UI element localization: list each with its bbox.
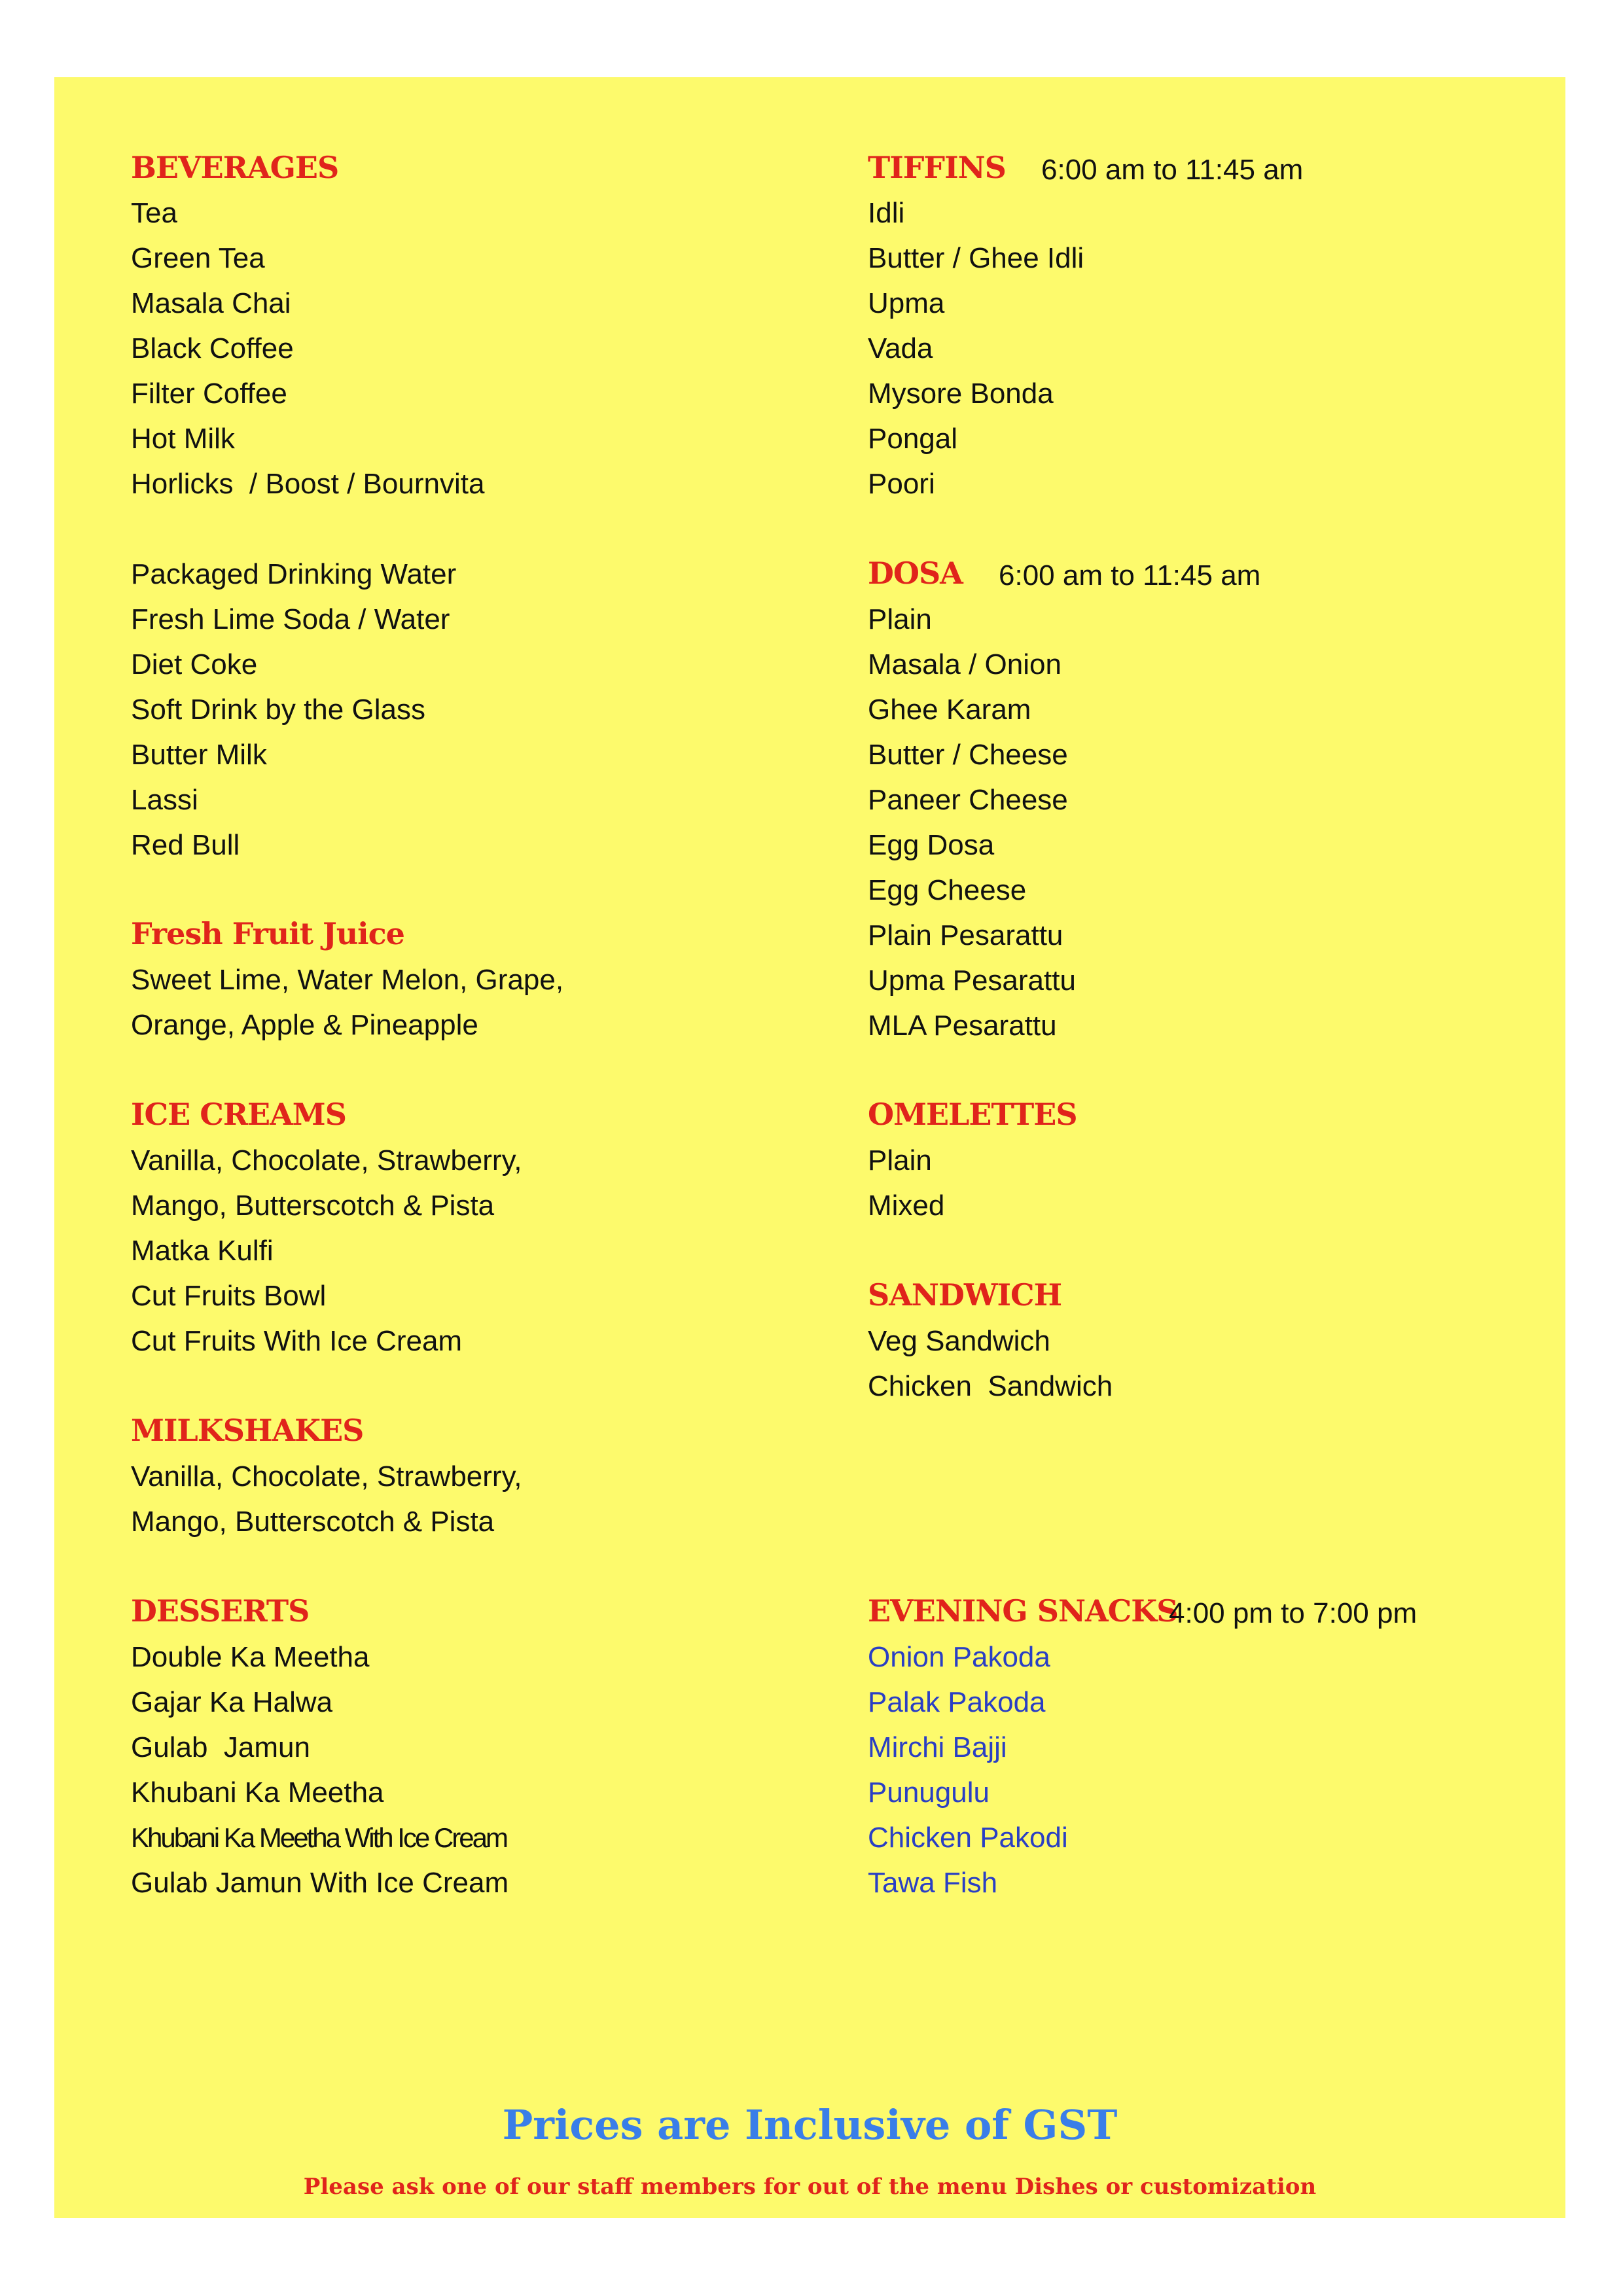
menu-item: Plain bbox=[868, 1144, 932, 1176]
menu-item: Chicken Pakodi bbox=[868, 1822, 1068, 1854]
menu-item: Orange, Apple & Pineapple bbox=[131, 1009, 478, 1041]
ice-creams-heading: ICE CREAMS bbox=[131, 1097, 346, 1132]
beverages-heading: BEVERAGES bbox=[131, 150, 339, 185]
gst-notice: Prices are Inclusive of GST bbox=[502, 2101, 1118, 2149]
menu-item: Red Bull bbox=[131, 829, 240, 861]
menu-item: Vanilla, Chocolate, Strawberry, bbox=[131, 1144, 522, 1176]
menu-item: Horlicks / Boost / Bournvita bbox=[131, 468, 485, 500]
menu-item: Fresh Lime Soda / Water bbox=[131, 603, 450, 635]
dosa-hours: 6:00 am to 11:45 am bbox=[999, 559, 1261, 592]
tiffins-hours: 6:00 am to 11:45 am bbox=[1041, 154, 1304, 186]
menu-item: Butter / Cheese bbox=[868, 739, 1068, 771]
menu-item: Green Tea bbox=[131, 242, 265, 274]
evening-snacks-hours: 4:00 pm to 7:00 pm bbox=[1169, 1597, 1418, 1629]
menu-item: Cut Fruits With Ice Cream bbox=[131, 1325, 463, 1357]
menu-item: Onion Pakoda bbox=[868, 1641, 1050, 1673]
menu-item: Idli bbox=[868, 197, 905, 229]
menu-item: Matka Kulfi bbox=[131, 1235, 274, 1267]
menu-item: Tea bbox=[131, 197, 177, 229]
menu-item: Pongal bbox=[868, 423, 958, 455]
menu-item: Masala Chai bbox=[131, 287, 291, 319]
evening-snacks-heading: EVENING SNACKS bbox=[868, 1593, 1178, 1629]
menu-item: Upma Pesarattu bbox=[868, 964, 1076, 997]
desserts-heading: DESSERTS bbox=[131, 1593, 310, 1629]
menu-item: Double Ka Meetha bbox=[131, 1641, 370, 1673]
menu-item: Gulab Jamun With Ice Cream bbox=[131, 1867, 509, 1899]
menu-item: Paneer Cheese bbox=[868, 784, 1068, 816]
menu-item: Sweet Lime, Water Melon, Grape, bbox=[131, 964, 564, 996]
menu-item: Mixed bbox=[868, 1190, 945, 1222]
menu-item: Plain bbox=[868, 603, 932, 635]
menu-item: Mango, Butterscotch & Pista bbox=[131, 1190, 495, 1222]
menu-item: Mirchi Bajji bbox=[868, 1731, 1007, 1763]
omelettes-heading: OMELETTES bbox=[868, 1097, 1077, 1132]
staff-note: Please ask one of our staff members for out of the menu Dishes or customization bbox=[303, 2174, 1317, 2200]
dosa-heading: DOSA bbox=[868, 556, 963, 591]
menu-item: Diet Coke bbox=[131, 648, 258, 680]
menu-item: Tawa Fish bbox=[868, 1867, 998, 1899]
menu-item: Palak Pakoda bbox=[868, 1686, 1046, 1718]
menu-item: Mysore Bonda bbox=[868, 378, 1054, 410]
menu-item: Poori bbox=[868, 468, 935, 500]
menu-item: Masala / Onion bbox=[868, 648, 1061, 680]
menu-item: Egg Cheese bbox=[868, 874, 1027, 906]
menu-item: Punugulu bbox=[868, 1776, 990, 1809]
menu-item: Gulab Jamun bbox=[131, 1731, 310, 1763]
menu-item: Black Coffee bbox=[131, 332, 294, 364]
menu-item: Gajar Ka Halwa bbox=[131, 1686, 333, 1718]
menu-item: Khubani Ka Meetha With Ice Cream bbox=[131, 1822, 507, 1853]
tiffins-heading: TIFFINS bbox=[868, 150, 1006, 185]
menu-item: Lassi bbox=[131, 784, 198, 816]
milkshakes-heading: MILKSHAKES bbox=[131, 1413, 364, 1448]
fresh-fruit-juice-heading: Fresh Fruit Juice bbox=[131, 916, 404, 951]
menu-item: Plain Pesarattu bbox=[868, 919, 1063, 951]
sandwich-heading: SANDWICH bbox=[868, 1277, 1062, 1313]
menu-item: Cut Fruits Bowl bbox=[131, 1280, 327, 1312]
menu-item: Egg Dosa bbox=[868, 829, 995, 861]
menu-item: Packaged Drinking Water bbox=[131, 558, 457, 590]
menu-item: Khubani Ka Meetha bbox=[131, 1776, 384, 1809]
menu-item: Vada bbox=[868, 332, 933, 364]
menu-item: Veg Sandwich bbox=[868, 1325, 1050, 1357]
menu-item: Chicken Sandwich bbox=[868, 1370, 1113, 1402]
menu-item: Upma bbox=[868, 287, 945, 319]
menu-item: Mango, Butterscotch & Pista bbox=[131, 1506, 495, 1538]
menu-panel bbox=[54, 77, 1565, 2218]
menu-item: Hot Milk bbox=[131, 423, 235, 455]
menu-item: Vanilla, Chocolate, Strawberry, bbox=[131, 1460, 522, 1492]
menu-item: Soft Drink by the Glass bbox=[131, 694, 425, 726]
menu-item: Ghee Karam bbox=[868, 694, 1031, 726]
menu-item: Butter / Ghee Idli bbox=[868, 242, 1084, 274]
menu-item: Butter Milk bbox=[131, 739, 267, 771]
menu-item: Filter Coffee bbox=[131, 378, 287, 410]
menu-item: MLA Pesarattu bbox=[868, 1010, 1057, 1042]
